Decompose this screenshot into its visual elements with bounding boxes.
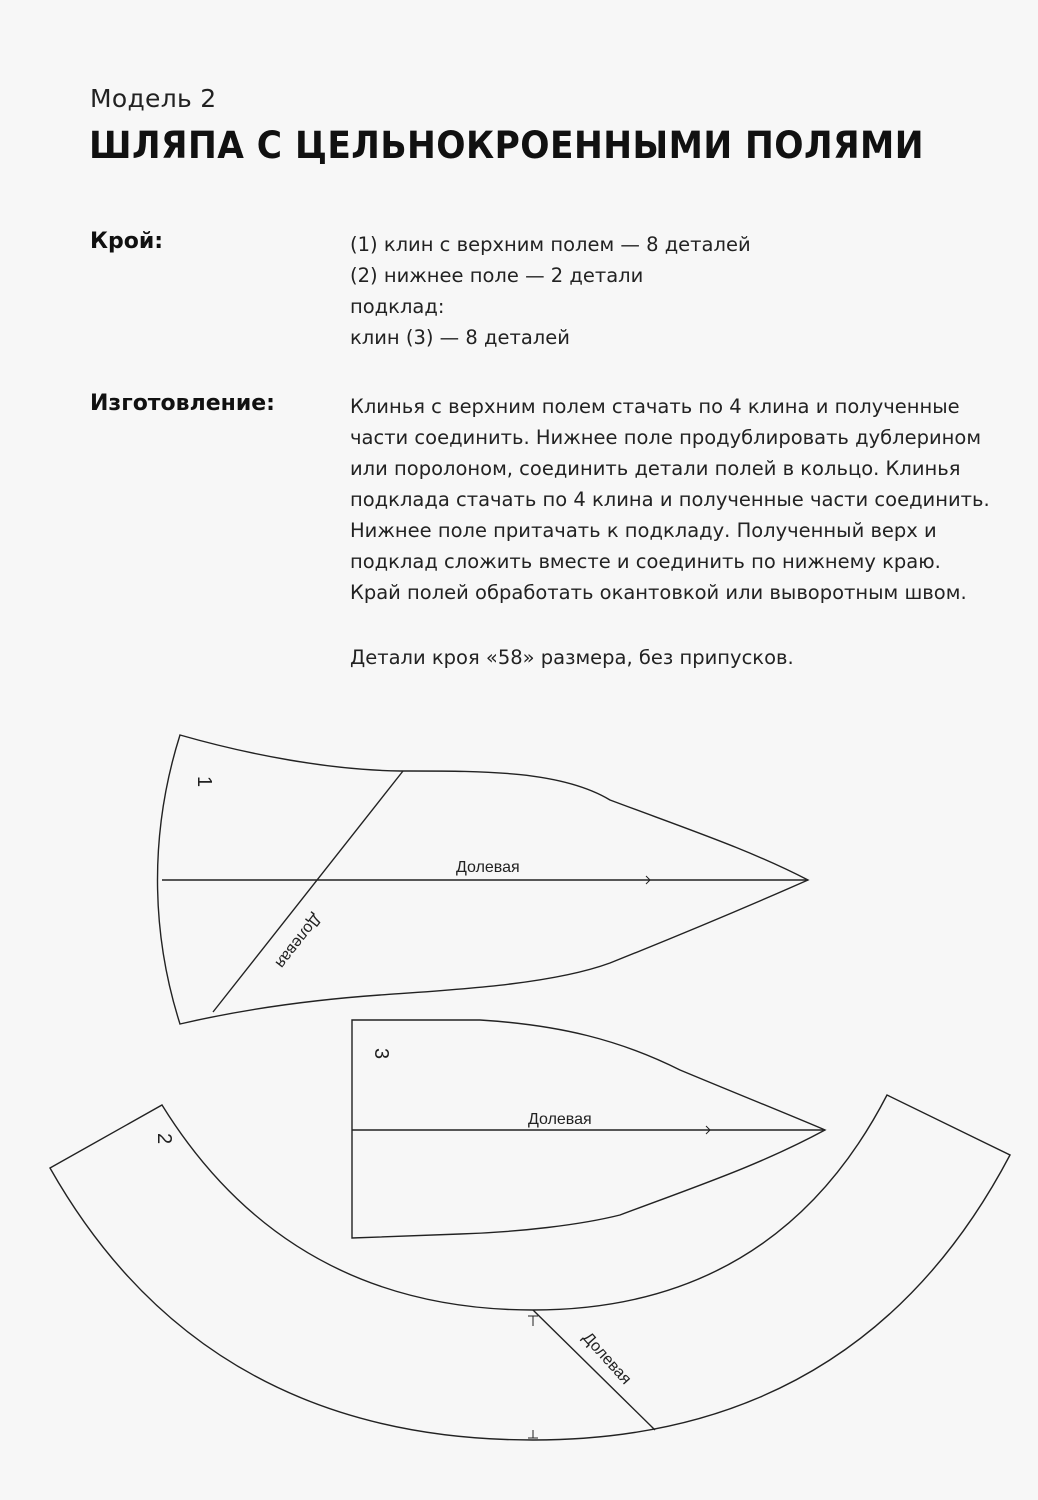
instruction-line: подклада стачать по 4 клина и полученные части соединить. [350, 488, 990, 511]
piece-3-number: 3 [370, 1048, 392, 1060]
piece-2-grain-marks [528, 1316, 538, 1438]
instruction-line: Нижнее поле притачать к подкладу. Полученный верх и [350, 519, 937, 542]
pattern-piece-1 [158, 735, 809, 1024]
piece-1-number: 1 [193, 776, 215, 788]
piece-2-number: 2 [153, 1133, 175, 1145]
instruction-line: части соединить. Нижнее поле продублировать дублерином [350, 426, 982, 449]
piece-3-grain-label: Долевая [528, 1111, 592, 1128]
model-subtitle: Модель 2 [90, 84, 217, 113]
piece-1-diagonal-grain-label: Долевая [271, 910, 325, 972]
instruction-line: подклад сложить вместе и соединить по нижнему краю. [350, 550, 941, 573]
instruction-line: или поролоном, соединить детали полей в кольцо. Клинья [350, 457, 961, 480]
instruction-line: Клинья с верхним полем стачать по 4 клина и полученные [350, 395, 960, 418]
pattern-piece-2 [50, 1095, 1010, 1440]
cut-label: Крой: [90, 229, 164, 254]
piece-3-outline [352, 1020, 825, 1238]
cut-line: подклад: [350, 295, 445, 318]
piece-1-grain-label: Долевая [456, 859, 520, 876]
page-title: ШЛЯПА С ЦЕЛЬНОКРОЕННЫМИ ПОЛЯМИ [89, 124, 925, 167]
piece-2-outline [50, 1095, 1010, 1440]
piece-2-grain-line [533, 1310, 655, 1430]
cut-line: клин (3) — 8 деталей [350, 326, 570, 349]
making-label: Изготовление: [90, 391, 275, 416]
instruction-line: Край полей обработать окантовкой или выворотным швом. [350, 581, 967, 604]
piece-1-diagonal-grain [213, 771, 403, 1012]
cut-line: (2) нижнее поле — 2 детали [350, 264, 644, 287]
piece-2-grain-label: Долевая [579, 1329, 635, 1389]
cut-line: (1) клин с верхним полем — 8 деталей [350, 233, 751, 256]
size-note: Детали кроя «58» размера, без припусков. [350, 646, 794, 669]
pattern-piece-3 [352, 1020, 825, 1238]
